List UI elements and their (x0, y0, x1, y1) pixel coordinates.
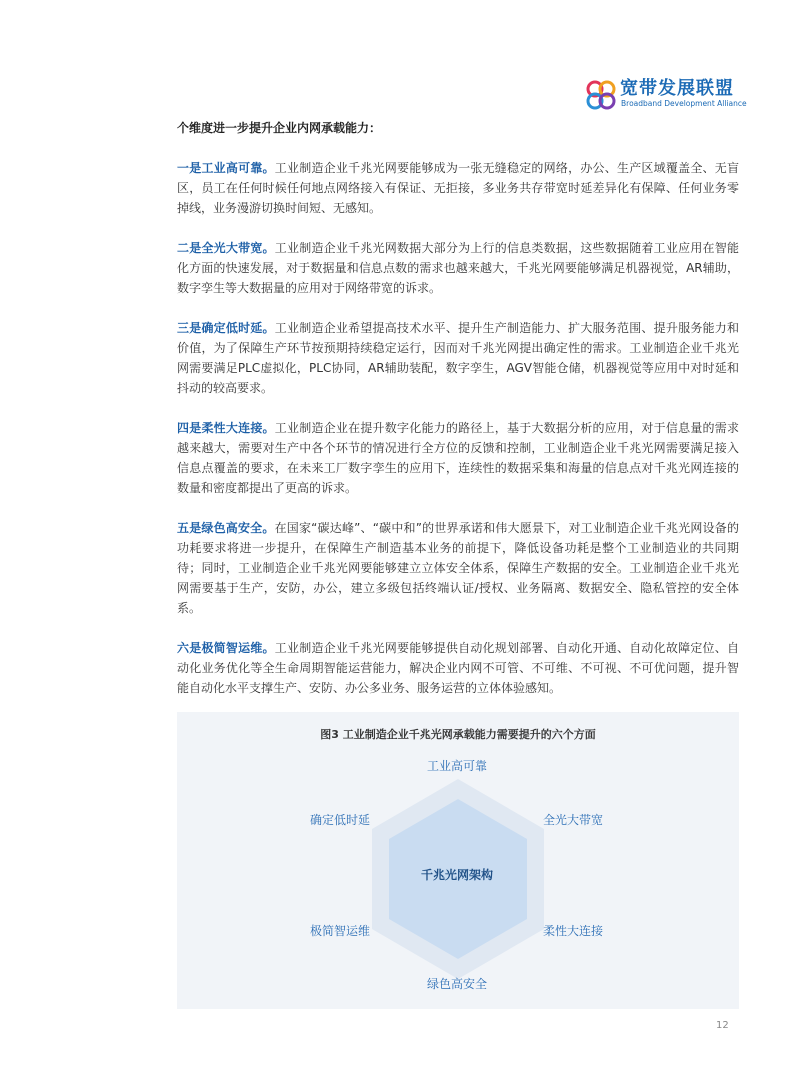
paragraph-lead: 六是极简智运维。 (177, 641, 275, 655)
logo-name-zh: 宽带发展联盟 (620, 78, 734, 99)
center-label: 千兆光网架构 (421, 868, 494, 882)
body-text (177, 118, 739, 718)
label-upper-right: 全光大带宽 (543, 813, 604, 827)
paragraph-text: 工业制造企业千兆光网要能够提供自动化规划部署、自动化开通、自动化故障定位、自动化业务优化等全生命周期智能运营能力，解决企业内网不可管、不可维、不可视、不可优问题，提升智能自动化水平支撑生产、安防、办公多业务、服务运营的立体体验感知。 (177, 641, 739, 695)
paragraph-lead: 三是确定低时延。 (177, 321, 275, 335)
label-upper-left: 确定低时延 (310, 813, 371, 827)
bda-swirl-logo-icon (584, 78, 618, 112)
label-lower-left: 极简智运维 (310, 924, 371, 938)
paragraph-5 (177, 518, 739, 618)
paragraph-1 (177, 158, 739, 218)
label-bottom: 绿色高安全 (427, 977, 488, 991)
label-top: 工业高可靠 (427, 759, 488, 773)
paragraph-lead: 五是绿色高安全。 (177, 521, 275, 535)
paragraph-text: 工业制造企业在提升数字化能力的路径上，基于大数据分析的应用，对于信息量的需求越来越大，需要对生产中各个环节的情况进行全方位的反馈和控制，工业制造企业千兆光网需要满足接入信息点覆盖的要求，在未来工厂数字孪生的应用下，连续性的数据采集和海量的信息点对千兆光网连接的数量和密度都提出了更高的诉求。 (177, 421, 739, 495)
page-number: 12 (716, 1020, 729, 1031)
paragraph-text: 工业制造企业希望提高技术水平、提升生产制造能力、扩大服务范围、提升服务能力和价值，为了保障生产环节按预期持续稳定运行，因而对千兆光网提出确定性的需求。工业制造企业千兆光网需要满足PLC虚拟化，PLC协同，AR辅助装配，数字孪生，AGV智能仓储，机器视觉等应用中对时延和抖动的较高要求。 (177, 321, 739, 395)
figure-title: 图3 工业制造企业千兆光网承载能力需要提升的六个方面 (320, 728, 596, 741)
paragraph-6 (177, 638, 739, 698)
paragraph-2 (177, 238, 739, 298)
paragraph-lead: 四是柔性大连接。 (177, 421, 275, 435)
paragraph-text: 在国家“碳达峰”、“碳中和”的世界承诺和伟大愿景下，对工业制造企业千兆光网设备的功耗要求将进一步提升，在保障生产制造基本业务的前提下，降低设备功耗是整个工业制造业的共同期待；同时，工业制造企业千兆光网要能够建立立体安全体系，保障生产数据的安全。工业制造企业千兆光网需要基于生产，安防，办公，建立多级包括终端认证/授权、业务隔离、数据安全、隐私管控的安全体系。 (177, 521, 739, 615)
alliance-logo (584, 78, 747, 112)
paragraph-3 (177, 318, 739, 398)
figure-3 (177, 712, 739, 1009)
label-lower-right: 柔性大连接 (543, 924, 604, 938)
paragraph-lead: 二是全光大带宽。 (177, 241, 275, 255)
paragraph-4 (177, 418, 739, 498)
paragraph-lead: 一是工业高可靠。 (177, 161, 275, 175)
paragraph-text: 工业制造企业千兆光网要能够成为一张无缝稳定的网络，办公、生产区域覆盖全、无盲区，员工在任何时候任何地点网络接入有保证、无拒接，多业务共存带宽时延差异化有保障、任何业务零掉线，业务漫游切换时间短、无感知。 (177, 161, 739, 215)
logo-name-en: Broadband Development Alliance (621, 99, 747, 108)
paragraph-text: 工业制造企业千兆光网数据大部分为上行的信息类数据，这些数据随着工业应用在智能化方面的快速发展，对于数据量和信息点数的需求也越来越大，千兆光网要能够满足机器视觉，AR辅助，数字孪生等大数据量的应用对于网络带宽的诉求。 (177, 241, 739, 295)
intro-line: 个维度进一步提升企业内网承载能力： (177, 121, 382, 135)
